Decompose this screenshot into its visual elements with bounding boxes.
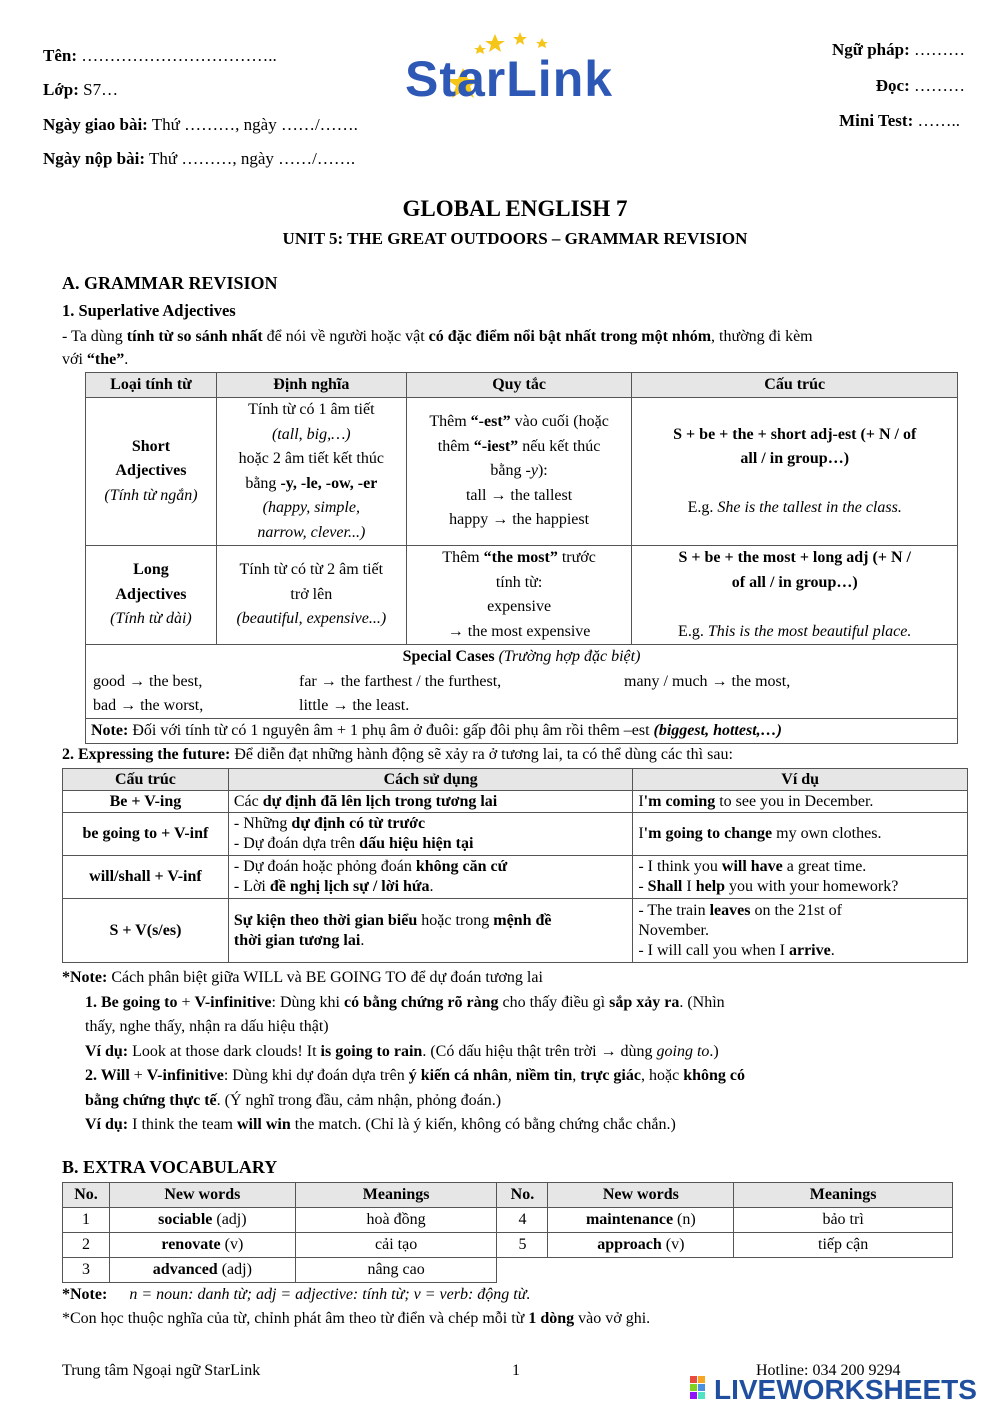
pos-note: *Note: n = noun: danh từ; adj = adjective: tính từ; v = verb: động từ. <box>62 1286 531 1303</box>
will-vs-going-to-note: *Note: Cách phân biệt giữa WILL và BE GOING TO để dự đoán tương lai 1. Be going to + V-infinitive: Dùng khi có bằng chứng rõ ràng cho thấy điều gì sắp xảy ra. (Nhìn thấy, nghe thấy, nhận ra dấu hiệu thật) Ví dụ: Look at those dark clouds! It is going to rain. (Có dấu hiệu thật trên trời → dùng going to.) 2. Will + V-infinitive: Dùng khi dự đoán dựa trên ý kiến cá nhân, niềm tin, trực giác, hoặc không có bằng chứng thực tế. (Ý nghĩ trong đầu, cảm nhận, phỏng đoán.) Ví dụ: I think the team will win the match. (Chỉ là ý kiến, không có bằng chứng chắc chắn.) <box>62 969 745 1133</box>
long-rule: Thêm “the most” trước tính từ: expensive → the most expensive <box>406 546 632 645</box>
short-definition: Tính từ có 1 âm tiết (tall, big,…) hoặc 2 âm tiết kết thúc bằng -y, -le, -ow, -er (happy, simple, narrow, clever...) <box>216 398 406 546</box>
name-field[interactable]: …………………………….. <box>81 46 277 65</box>
future-table <box>62 768 968 963</box>
short-structure: S + be + the + short adj-est (+ N / of all / in group…) E.g. She is the tallest in the class. <box>632 398 958 546</box>
minitest-score: Mini Test: …….. <box>839 111 960 130</box>
footer-center-name: Trung tâm Ngoại ngữ StarLink <box>62 1362 261 1379</box>
grammar-score: Ngữ pháp: ……… <box>831 40 965 59</box>
section-b-heading: B. EXTRA VOCABULARY <box>62 1157 278 1177</box>
study-instruction: *Con học thuộc nghĩa của từ, chỉnh phát âm theo từ điển và chép mỗi từ 1 dòng vào vở ghi. <box>62 1310 651 1327</box>
future-col-usage: Cách sử dụng <box>228 769 632 791</box>
col-structure: Cấu trúc <box>632 373 958 398</box>
future-col-example: Ví dụ <box>633 769 968 791</box>
liveworksheets-logo-icon <box>690 1376 714 1404</box>
section-a-heading: A. GRAMMAR REVISION <box>62 273 278 293</box>
page-number: 1 <box>512 1362 520 1379</box>
superlative-heading: 1. Superlative Adjectives <box>62 301 236 320</box>
special-cases-list: good → the best, far → the farthest / the furthest, many / much → the most, bad → the worst, little → the least. <box>93 672 791 714</box>
future-row-present-simple: S + V(s/es) Sự kiện theo thời gian biểu hoặc trong mệnh đề thời gian tương lai. - The train leaves on the 21st of November. - I will call you when I arrive. <box>63 899 968 963</box>
long-adjectives-row <box>86 546 958 645</box>
col-rule: Quy tắc <box>406 373 632 398</box>
submit-date-line: Ngày nộp bài: Thứ ………, ngày ……/……. <box>43 149 356 168</box>
assign-date-line: Ngày giao bài: Thứ ………, ngày ……/……. <box>43 115 358 134</box>
hotline: Hotline: 034 200 9294 <box>756 1362 901 1379</box>
future-row-will: will/shall + V-inf - Dự đoán hoặc phỏng đoán không căn cứ - Lời đề nghị lịch sự / lời hứa. - I think you will have a great time. - Shall I help you with your homework? <box>63 856 968 899</box>
long-structure: S + be + the most + long adj (+ N / of all / in group…) E.g. This is the most beautiful place. <box>632 546 958 645</box>
doubling-note-row: Note: Đối với tính từ có 1 nguyên âm + 1 phụ âm ở đuôi: gấp đôi phụ âm rồi thêm –est (biggest, hottest,…) <box>86 718 958 744</box>
short-adjectives-row <box>86 398 958 546</box>
vocab-row: 1 sociable (adj) hoà đồng 4 maintenance (n) bảo trì <box>63 1208 953 1233</box>
short-type: Short Adjectives (Tính từ ngắn) <box>86 398 217 546</box>
class-line: Lớp: S7… <box>43 80 119 99</box>
superlative-intro: - Ta dùng tính từ so sánh nhất để nói về người hoặc vật có đặc điểm nổi bật nhất trong một nhóm, thường đi kèm với “the”. <box>62 328 813 368</box>
col-type: Loại tính từ <box>86 373 217 398</box>
future-row-present-continuous: Be + V-ing Các dự định đã lên lịch trong tương lai I'm coming to see you in December. <box>63 791 968 813</box>
vocab-row: 2 renovate (v) cải tạo 5 approach (v) tiếp cận <box>63 1233 953 1258</box>
name-line: Tên: …………………………….. <box>43 46 277 65</box>
page-subtitle: UNIT 5: THE GREAT OUTDOORS – GRAMMAR REVISION <box>282 229 748 248</box>
future-row-going-to: be going to + V-inf - Những dự định có từ trước - Dự đoán dựa trên dấu hiệu hiện tại I'm going to change my own clothes. <box>63 813 968 856</box>
col-definition: Định nghĩa <box>216 373 406 398</box>
vocab-row: 3 advanced (adj) nâng cao <box>63 1258 953 1283</box>
future-col-structure: Cấu trúc <box>63 769 229 791</box>
liveworksheets-watermark: LIVEWORKSHEETS <box>714 1374 977 1405</box>
long-type: Long Adjectives (Tính từ dài) <box>86 546 217 645</box>
vocabulary-table: No. New words Meanings No. New words Meanings 1 sociable (adj) hoà đồng 4 maintenance (n) bảo trì 2 renovate (v) cải tạo 5 approach (v) tiếp cận 3 advanced (adj) nâng cao <box>62 1182 953 1283</box>
special-cases-row: Special Cases (Trường hợp đặc biệt) good → the best, far → the farthest / the furthest, many / much → the most, bad → the worst, little → the least. <box>86 645 958 719</box>
logo-text: StarLink <box>405 51 614 107</box>
future-heading: 2. Expressing the future: Để diễn đạt những hành động sẽ xảy ra ở tương lai, ta có thể dùng các thì sau: <box>62 746 733 763</box>
starlink-logo <box>400 30 640 105</box>
reading-score: Đọc: ……… <box>875 76 965 95</box>
superlative-table <box>85 372 958 744</box>
short-rule: Thêm “-est” vào cuối (hoặc thêm “-iest” nếu kết thúc bằng -y): tall → the tallest happy → the happiest <box>406 398 632 546</box>
long-definition: Tính từ có từ 2 âm tiết trở lên (beautiful, expensive...) <box>216 546 406 645</box>
page-title: GLOBAL ENGLISH 7 <box>402 196 628 221</box>
